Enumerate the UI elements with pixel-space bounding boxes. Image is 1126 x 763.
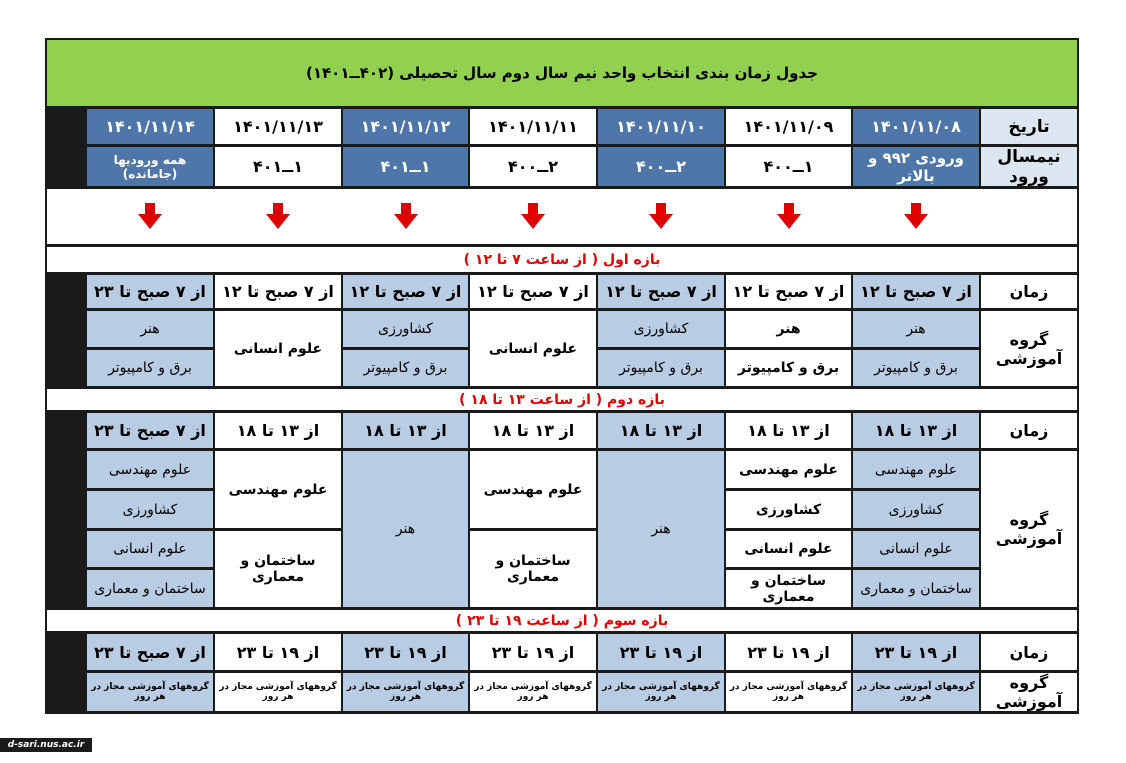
group-cell: ساختمان و معماری bbox=[726, 570, 851, 607]
entry-cell: ۱ــ۴۰۱ bbox=[215, 147, 341, 186]
time-cell: از ۷ صبح تا ۱۲ bbox=[215, 275, 341, 308]
group-cell: ساختمان و معماری bbox=[87, 570, 213, 607]
row-label-time: زمان bbox=[981, 275, 1077, 308]
band-2-label: بازه دوم ( از ساعت ۱۳ تا ۱۸ ) bbox=[47, 389, 1077, 410]
group-cell: علوم مهندسی bbox=[470, 451, 596, 528]
group-cell: هنر bbox=[853, 311, 979, 347]
group-cell: کشاورزی bbox=[343, 311, 468, 347]
schedule-table bbox=[45, 38, 1079, 714]
group-cell: برق و کامپیوتر bbox=[598, 350, 724, 386]
group-cell: گروههای آموزشی مجاز در هر روز bbox=[87, 673, 213, 711]
down-arrow-icon bbox=[521, 203, 545, 233]
time-cell: از ۷ صبح تا ۲۳ bbox=[87, 275, 213, 308]
time-cell: از ۱۹ تا ۲۳ bbox=[470, 634, 596, 670]
time-cell: از ۱۹ تا ۲۳ bbox=[343, 634, 468, 670]
time-cell: از ۷ صبح تا ۱۲ bbox=[470, 275, 596, 308]
row-label-group: گروه آموزشی bbox=[981, 451, 1077, 607]
group-cell: ساختمان و معماری bbox=[470, 531, 596, 607]
group-cell: هنر bbox=[87, 311, 213, 347]
row-label-time: زمان bbox=[981, 634, 1077, 670]
time-cell: از ۷ صبح تا ۱۲ bbox=[343, 275, 468, 308]
time-cell: از ۱۳ تا ۱۸ bbox=[470, 413, 596, 448]
group-cell: ساختمان و معماری bbox=[853, 570, 979, 607]
time-cell: از ۷ صبح تا ۱۲ bbox=[598, 275, 724, 308]
group-cell: علوم مهندسی bbox=[853, 451, 979, 488]
group-cell: علوم انسانی bbox=[853, 531, 979, 567]
date-cell: ۱۴۰۱/۱۱/۱۳ bbox=[215, 109, 341, 144]
time-cell: از ۱۳ تا ۱۸ bbox=[853, 413, 979, 448]
time-cell: از ۱۳ تا ۱۸ bbox=[726, 413, 851, 448]
time-cell: از ۱۹ تا ۲۳ bbox=[215, 634, 341, 670]
group-cell: هنر bbox=[343, 451, 468, 607]
entry-cell: ورودی ۹۹۲ و بالاتر bbox=[853, 147, 979, 186]
group-cell: علوم انسانی bbox=[215, 311, 341, 386]
time-cell: از ۱۳ تا ۱۸ bbox=[598, 413, 724, 448]
group-cell: گروههای آموزشی مجاز در هر روز bbox=[726, 673, 851, 711]
date-cell: ۱۴۰۱/۱۱/۱۰ bbox=[598, 109, 724, 144]
time-cell: از ۷ صبح تا ۱۲ bbox=[726, 275, 851, 308]
entry-cell: ۱ــ۴۰۱ bbox=[343, 147, 468, 186]
down-arrow-icon bbox=[394, 203, 418, 233]
site-watermark: d-sari.nus.ac.ir bbox=[0, 738, 92, 752]
down-arrow-icon bbox=[649, 203, 673, 233]
time-cell: از ۱۹ تا ۲۳ bbox=[598, 634, 724, 670]
date-cell: ۱۴۰۱/۱۱/۱۲ bbox=[343, 109, 468, 144]
row-label-group: گروه آموزشی bbox=[981, 673, 1077, 711]
group-cell: ساختمان و معماری bbox=[215, 531, 341, 607]
date-cell: ۱۴۰۱/۱۱/۰۸ bbox=[853, 109, 979, 144]
group-cell: علوم انسانی bbox=[726, 531, 851, 567]
group-cell: گروههای آموزشی مجاز در هر روز bbox=[215, 673, 341, 711]
group-cell: کشاورزی bbox=[598, 311, 724, 347]
group-cell: برق و کامپیوتر bbox=[87, 350, 213, 386]
group-cell: برق و کامپیوتر bbox=[853, 350, 979, 386]
table-title: جدول زمان بندی انتخاب واحد نیم سال دوم سال تحصیلی (۴۰۲ــ۱۴۰۱) bbox=[47, 40, 1077, 106]
time-cell: از ۷ صبح تا ۲۳ bbox=[87, 634, 213, 670]
band-1-label: بازه اول ( از ساعت ۷ تا ۱۲ ) bbox=[47, 247, 1077, 272]
time-cell: از ۱۳ تا ۱۸ bbox=[215, 413, 341, 448]
time-cell: از ۱۹ تا ۲۳ bbox=[853, 634, 979, 670]
group-cell: کشاورزی bbox=[87, 491, 213, 528]
group-cell: کشاورزی bbox=[853, 491, 979, 528]
down-arrow-icon bbox=[904, 203, 928, 233]
group-cell: برق و کامپیوتر bbox=[343, 350, 468, 386]
group-cell: علوم مهندسی bbox=[87, 451, 213, 488]
entry-cell: ۲ــ۴۰۰ bbox=[598, 147, 724, 186]
row-label-time: زمان bbox=[981, 413, 1077, 448]
date-cell: ۱۴۰۱/۱۱/۰۹ bbox=[726, 109, 851, 144]
time-cell: از ۷ صبح تا ۲۳ bbox=[87, 413, 213, 448]
group-cell: برق و کامپیوتر bbox=[726, 350, 851, 386]
group-cell: هنر bbox=[726, 311, 851, 347]
date-cell: ۱۴۰۱/۱۱/۱۴ bbox=[87, 109, 213, 144]
group-cell: گروههای آموزشی مجاز در هر روز bbox=[853, 673, 979, 711]
time-cell: از ۱۳ تا ۱۸ bbox=[343, 413, 468, 448]
group-cell: علوم مهندسی bbox=[726, 451, 851, 488]
time-cell: از ۱۹ تا ۲۳ bbox=[726, 634, 851, 670]
group-cell: علوم انسانی bbox=[87, 531, 213, 567]
time-cell: از ۷ صبح تا ۱۲ bbox=[853, 275, 979, 308]
row-label-entry: نیمسال ورود bbox=[981, 147, 1077, 186]
group-cell: گروههای آموزشی مجاز در هر روز bbox=[598, 673, 724, 711]
group-cell: گروههای آموزشی مجاز در هر روز bbox=[343, 673, 468, 711]
group-cell: علوم مهندسی bbox=[215, 451, 341, 528]
down-arrow-icon bbox=[777, 203, 801, 233]
entry-cell: ۱ــ۴۰۰ bbox=[726, 147, 851, 186]
band-3-label: بازه سوم ( از ساعت ۱۹ تا ۲۳ ) bbox=[47, 610, 1077, 631]
row-label-date: تاریخ bbox=[981, 109, 1077, 144]
entry-cell: ۲ــ۴۰۰ bbox=[470, 147, 596, 186]
group-cell: علوم انسانی bbox=[470, 311, 596, 386]
group-cell: گروههای آموزشی مجاز در هر روز bbox=[470, 673, 596, 711]
date-cell: ۱۴۰۱/۱۱/۱۱ bbox=[470, 109, 596, 144]
down-arrow-icon bbox=[266, 203, 290, 233]
entry-cell: همه ورودیها (جامانده) bbox=[87, 147, 213, 186]
group-cell: هنر bbox=[598, 451, 724, 607]
row-label-group: گروه آموزشی bbox=[981, 311, 1077, 386]
group-cell: کشاورزی bbox=[726, 491, 851, 528]
down-arrow-icon bbox=[138, 203, 162, 233]
